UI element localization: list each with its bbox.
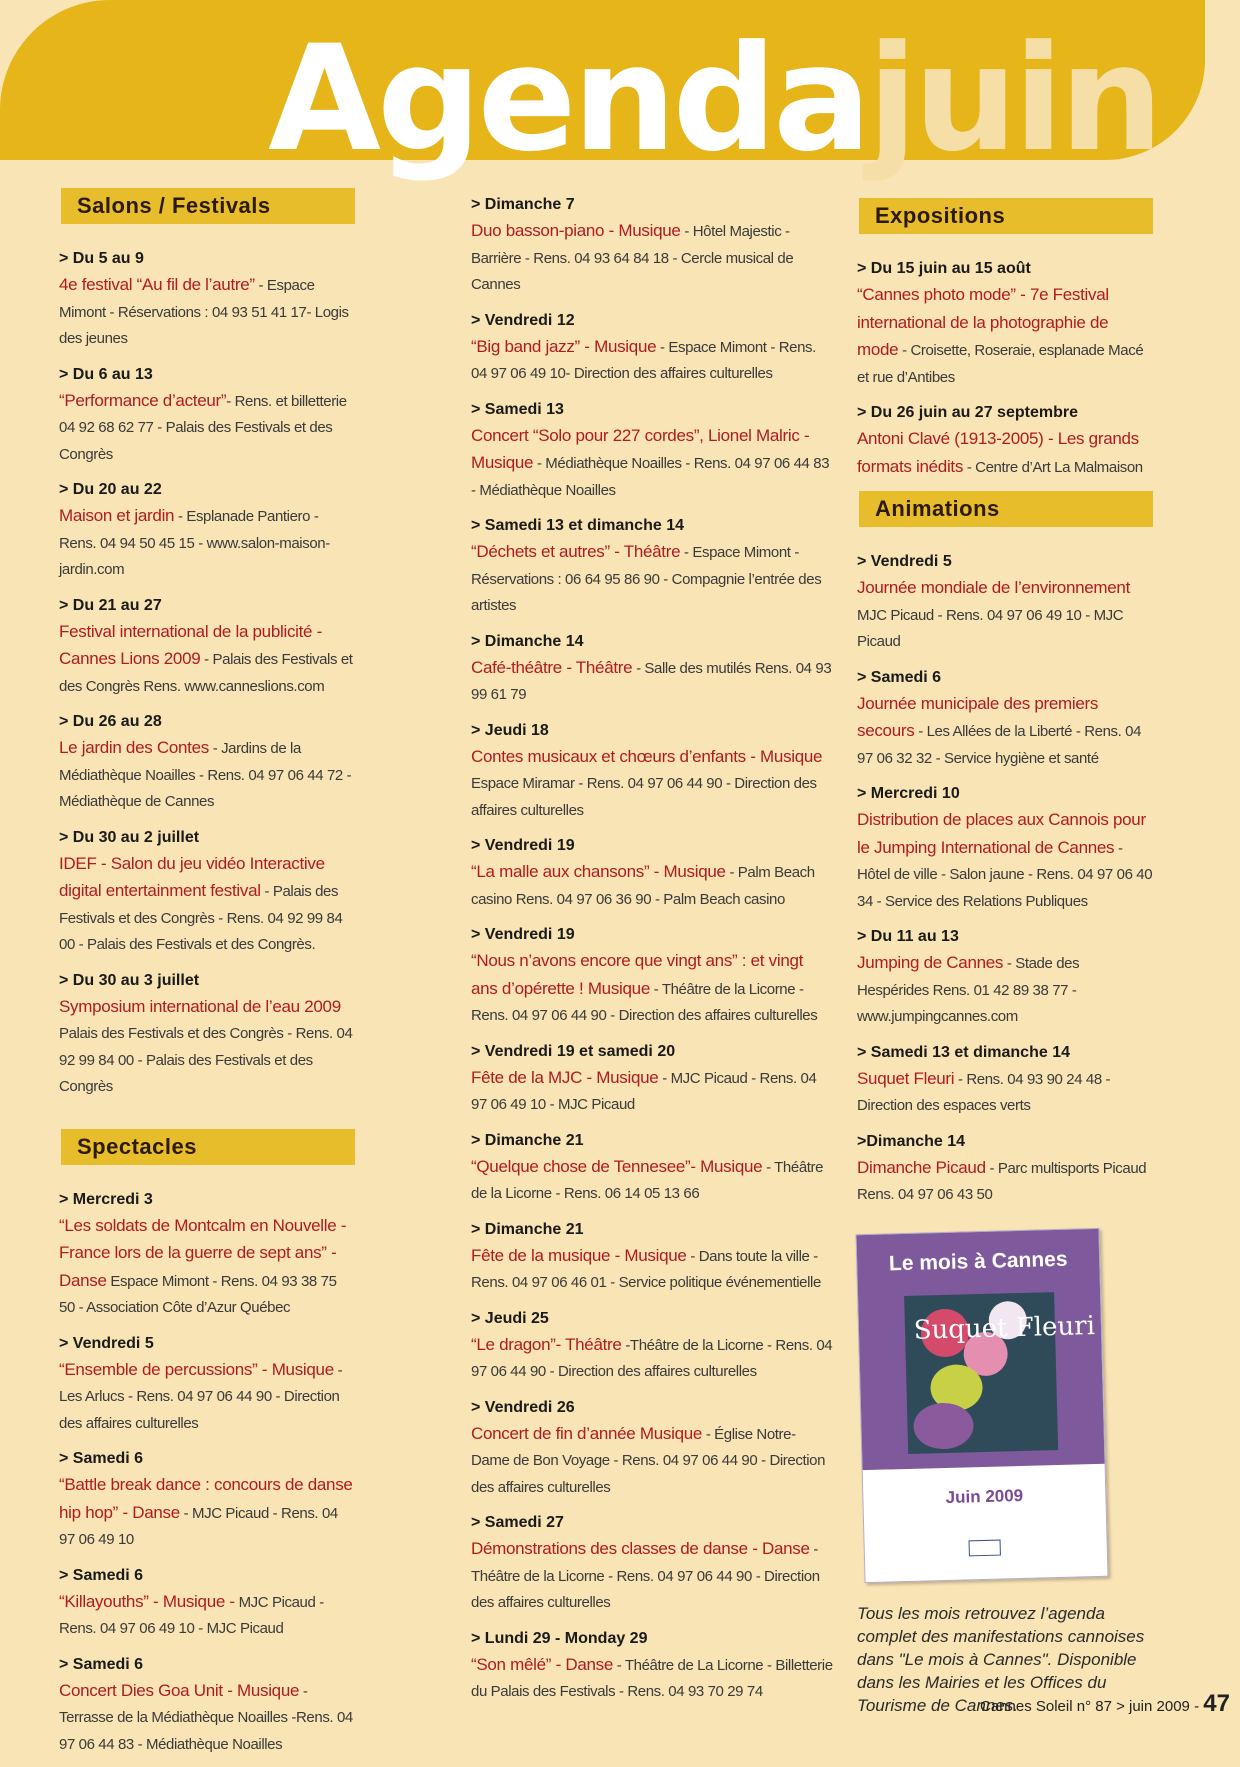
event-details: - Espace Mimont - Réservations : 06 64 95 86 90 - Compagnie l’entrée des artistes [471,544,822,614]
agenda-event [59,1331,355,1438]
column-left [59,188,355,1767]
event-details: - Théâtre de la Licorne - Rens. 04 97 06 44 90 - Direction des affaires culturelles [471,980,818,1024]
event-title: Journée mondiale de l’environnement [857,578,1131,597]
agenda-event [471,629,833,709]
page-footer [980,1690,1230,1718]
event-title: Symposium international de l’eau 2009 [59,996,341,1016]
event-date: > Vendredi 19 [471,837,575,854]
event-details: - Stade des Hespérides Rens. 01 42 89 38 77 - www.jumpingcannes.com [857,955,1080,1025]
event-details: - MJC Picaud - Rens. 04 97 06 49 10 - MJC Picaud [471,1069,817,1113]
agenda-event [59,968,355,1101]
event-title: Concert de fin d’année Musique [471,1423,703,1443]
event-title: Contes musicaux et chœurs d’enfants - Musique [471,746,823,766]
event-date: > Vendredi 5 [857,553,952,570]
event-text [59,1213,355,1322]
event-date: > Du 20 au 22 [59,481,162,498]
event-title: Fête de la MJC - Musique [471,1067,659,1087]
agenda-event [471,1626,833,1706]
event-text [857,1066,1153,1120]
event-date: > Du 26 juin au 27 septembre [857,404,1078,421]
event-text [59,1589,355,1643]
section-header-expositions: Expositions [859,198,1153,234]
event-date: > Samedi 13 et dimanche 14 [857,1043,1070,1061]
event-title: Démonstrations des classes de danse - Danse [471,1539,810,1558]
agenda-event [471,192,833,299]
agenda-event [59,477,355,584]
event-title: “Le dragon”- Théâtre [471,1334,622,1354]
event-details: -Théâtre de la Licorne - Rens. 04 97 06 44 90 - Direction des affaires culturelles [471,1336,833,1380]
event-title: Festival international de la publicité - Cannes Lions 2009 [59,621,322,668]
event-title: “Déchets et autres” - Théâtre [471,542,681,561]
event-text [857,1155,1153,1209]
event-details: Palais des Festivals et des Congrès - Rens. 04 92 99 84 00 - Palais des Festivals et des Congrès [59,1025,353,1095]
event-details: Espace Miramar - Rens. 04 97 06 44 90 - Direction des affaires culturelles [471,775,817,819]
event-details: - Croisette, Roseraie, esplanade Macé et rue d’Antibes [857,342,1144,386]
event-text [59,735,355,816]
event-date: > Jeudi 18 [471,721,549,739]
agenda-event [59,825,355,959]
event-date: > Vendredi 12 [471,311,575,329]
page-number: 47 [1203,1690,1230,1717]
event-date: > Du 6 au 13 [59,365,153,383]
agenda-event [857,924,1153,1031]
event-date: >Dimanche 14 [857,1132,966,1150]
event-title: “Performance d’acteur” [59,390,227,410]
event-text [59,1678,355,1759]
event-text [471,1065,833,1119]
agenda-event [857,400,1153,481]
event-title: Jumping de Cannes [857,953,1004,972]
event-title: 4e festival “Au fil de l’autre” [59,275,255,294]
event-details: - Théâtre de la Licorne - Rens. 04 97 06 44 90 - Direction des affaires culturelles [471,1541,820,1611]
event-text [471,218,833,299]
event-date: > Du 21 au 27 [59,596,162,614]
event-title: Journée municipale des premiers secours [857,693,1099,740]
event-title: Suquet Fleuri [857,1068,955,1088]
event-date: > Dimanche 7 [471,196,575,213]
section-header-spectacles: Spectacles [61,1129,355,1165]
cannes-logo-icon [969,1539,1001,1556]
event-title: Fête de la musique - Musique [471,1245,687,1265]
event-date: > Samedi 6 [59,1450,144,1467]
event-date: > Samedi 6 [59,1566,144,1584]
event-text [471,1154,833,1208]
event-title: Dimanche Picaud [857,1157,986,1177]
event-date: > Jeudi 25 [471,1309,549,1327]
agenda-event [59,246,355,353]
event-title: “Son mêlé” - Danse [471,1654,613,1674]
event-title: Le jardin des Contes [59,738,209,757]
expositions-list [857,256,1153,481]
event-title: Café-théâtre - Théâtre [471,657,633,677]
agenda-event [857,549,1153,656]
event-details: - Dans toute la ville - Rens. 04 97 06 46 01 - Service politique événementielle [471,1247,821,1291]
agenda-event [471,1306,833,1386]
event-title: “Battle break dance : concours de danse hip hop” - Danse [59,1475,353,1522]
cover-title: Le mois à Cannes [888,1247,1068,1275]
event-details: - Espace Mimont - Rens. 04 97 06 49 10- Direction des affaires culturelles [471,338,816,382]
agenda-event [857,1040,1153,1120]
agenda-event [471,1039,833,1119]
event-details: - Palais des Festivals et des Congrès - Rens. 04 92 99 84 00 - Palais des Festivals et des Congrès. [59,883,343,953]
event-date: > Samedi 27 [471,1514,564,1531]
event-details: - Les Arlucs - Rens. 04 97 06 44 90 - Direction des affaires culturelles [59,1361,343,1432]
event-date: > Samedi 13 et dimanche 14 [471,517,684,534]
agenda-event [857,665,1153,773]
spectacles-list [59,1187,355,1759]
event-details: - Les Allées de la Liberté - Rens. 04 97 06 32 32 - Service hygiène et santé [857,723,1142,767]
magazine-cover-image [855,1227,1108,1582]
title-word-agenda: Agenda [268,14,868,184]
agenda-event [857,256,1153,391]
event-details: - Rens. et billetterie 04 92 68 62 77 - Palais des Festivals et des Congrès [59,392,347,463]
event-date: > Vendredi 26 [471,1398,575,1416]
event-date: > Vendredi 19 [471,926,575,943]
event-details: - Centre d’Art La Malmaison [963,458,1143,476]
agenda-event [857,781,1153,915]
event-details: Espace Mimont - Rens. 04 93 38 75 50 - Association Côte d’Azur Québec [59,1272,337,1316]
event-title: “Killayouths” - Musique - [59,1591,235,1611]
event-details: - Espace Mimont - Réservations : 04 93 51 41 17- Logis des jeunes [59,277,349,347]
event-details: - Parc multisports Picaud Rens. 04 97 06 43 50 [857,1159,1147,1203]
event-details: - Esplanade Pantiero - Rens. 04 94 50 45 15 - www.salon-maison-jardin.com [59,508,330,578]
agenda-event [59,1187,355,1322]
event-text [59,619,355,701]
event-title: Maison et jardin [59,506,175,525]
agenda-event [471,718,833,825]
agenda-event [59,1652,355,1759]
event-details: - MJC Picaud - Rens. 04 97 06 49 10 [59,1504,338,1548]
event-text [857,950,1153,1031]
event-date: > Dimanche 21 [471,1220,584,1238]
section-header-salons: Salons / Festivals [61,188,355,224]
salons-list [59,246,355,1101]
event-title: Concert “Solo pour 227 cordes”, Lionel Malric - Musique [471,425,810,472]
event-date: > Du 15 juin au 15 août [857,260,1031,277]
event-details: - Théâtre de La Licorne - Billetterie du Palais des Festivals - Rens. 04 93 70 29 74 [471,1656,833,1700]
cover-inner-title: Suquet Fleuri [913,1310,1096,1346]
event-details: - Théâtre de la Licorne - Rens. 06 14 05 13 66 [471,1158,824,1202]
event-text [471,423,833,505]
agenda-event [471,922,833,1030]
event-details: - Rens. 04 93 90 24 48 - Direction des espaces verts [857,1070,1111,1114]
column-middle [471,192,833,1715]
event-text [471,539,833,620]
event-text [59,503,355,584]
agenda-event [857,1129,1153,1209]
event-text [59,272,355,353]
flower-shape [913,1402,974,1450]
event-date: > Samedi 6 [857,668,942,686]
page-title [268,14,1160,184]
event-title: Antoni Clavé (1913-2005) - Les grands formats inédits [857,429,1139,476]
event-date: > Samedi 6 [59,1655,144,1673]
agenda-event [59,593,355,701]
footer-text: Cannes Soleil n° 87 > juin 2009 - [980,1698,1204,1715]
agenda-event [59,362,355,469]
music-theatre-list [471,192,833,1706]
event-date: > Dimanche 21 [471,1131,584,1149]
event-date: > Vendredi 5 [59,1334,154,1352]
event-text [59,388,355,469]
event-title: “Nous n’avons encore que vingt ans” : et vingt ans d’opérette ! Musique [471,951,804,998]
event-date: > Du 30 au 3 juillet [59,971,200,989]
event-details: MJC Picaud - Rens. 04 97 06 49 10 - MJC Picaud [59,1593,324,1637]
event-details: - Jardins de la Médiathèque Noailles - Rens. 04 97 06 44 72 - Médiathèque de Cannes [59,740,352,810]
event-date: > Du 11 au 13 [857,928,959,945]
event-date: > Mercredi 3 [59,1190,153,1208]
agenda-event [471,1128,833,1208]
event-title: IDEF - Salon du jeu vidéo Interactive digital entertainment festival [59,853,325,900]
event-text [471,1243,833,1297]
event-title: “La malle aux chansons” - Musique [471,862,726,881]
agenda-event [59,1446,355,1554]
event-text [59,851,355,959]
event-details: - Médiathèque Noailles - Rens. 04 97 06 44 83 - Médiathèque Noailles [471,455,830,499]
agenda-event [59,1563,355,1643]
event-date: > Lundi 29 - Monday 29 [471,1629,648,1647]
animations-list [857,549,1153,1209]
column-right [857,198,1153,1717]
event-text [471,744,833,825]
event-date: > Du 30 au 2 juillet [59,828,200,846]
event-details: - Église Notre-Dame de Bon Voyage - Rens. 04 97 06 44 90 - Direction des affaires culturelles [471,1425,826,1496]
agenda-event [471,513,833,620]
event-text [59,1472,355,1554]
event-details: - Palm Beach casino Rens. 04 97 06 36 90 - Palm Beach casino [471,864,815,908]
event-details: - Terrasse de la Médiathèque Noailles -Rens. 04 97 06 44 83 - Médiathèque Noailles [59,1682,353,1753]
event-text [857,807,1153,915]
event-text [59,1357,355,1438]
event-text [471,1421,833,1502]
event-details: - Hôtel Majestic - Barrière - Rens. 04 93 64 84 18 - Cercle musical de Cannes [471,223,794,293]
event-details: - Palais des Festivals et des Congrès Rens. www.canneslions.com [59,651,353,695]
event-text [59,994,355,1101]
event-title: “Cannes photo mode” - 7e Festival international de la photographie de mode [857,285,1109,359]
cover-caption: Tous les mois retrouvez l’agenda complet des manifestations cannoises dans "Le mois à Cannes". Disponible dans les Mairies et les Offices du Tourisme de Cannes. [857,1603,1145,1715]
agenda-event [59,709,355,816]
title-word-month: juin [867,14,1160,184]
event-date: > Vendredi 19 et samedi 20 [471,1042,676,1060]
event-date: > Mercredi 10 [857,785,960,802]
event-title: “Les soldats de Montcalm en Nouvelle - France lors de la guerre de sept ans” - Danse [59,1215,347,1290]
event-text [471,948,833,1030]
event-text [471,655,833,709]
event-title: “Big band jazz” - Musique [471,336,657,356]
event-title: Duo basson-piano - Musique [471,221,681,240]
event-details: - Hôtel de ville - Salon jaune - Rens. 04 97 06 40 34 - Service des Relations Publiques [857,839,1153,910]
event-date: > Samedi 13 [471,400,564,418]
event-title: Concert Dies Goa Unit - Musique [59,1680,300,1700]
event-text [857,282,1153,391]
event-date: > Du 26 au 28 [59,713,162,730]
event-title: “Ensemble de percussions” - Musique [59,1359,334,1379]
agenda-event [471,833,833,913]
event-details: - Salle des mutilés Rens. 04 93 99 61 79 [471,659,832,703]
event-date: > Du 5 au 9 [59,250,144,267]
event-text [471,1652,833,1706]
event-text [471,1536,833,1617]
event-text [857,426,1153,481]
agenda-event [471,1217,833,1297]
event-text [471,859,833,913]
event-text [471,334,833,388]
agenda-event [471,1510,833,1617]
event-text [857,575,1153,656]
agenda-event [471,308,833,388]
event-text [471,1332,833,1386]
cover-date: Juin 2009 [945,1485,1024,1507]
event-date: > Dimanche 14 [471,632,584,650]
event-text [857,691,1153,773]
event-details: MJC Picaud - Rens. 04 97 06 49 10 - MJC Picaud [857,606,1124,650]
event-title: “Quelque chose de Tennesee”- Musique [471,1156,763,1176]
event-title: Distribution de places aux Cannois pour le Jumping International de Cannes [857,810,1146,857]
agenda-event [471,1395,833,1502]
section-header-animations: Animations [859,491,1153,527]
agenda-event [471,397,833,505]
